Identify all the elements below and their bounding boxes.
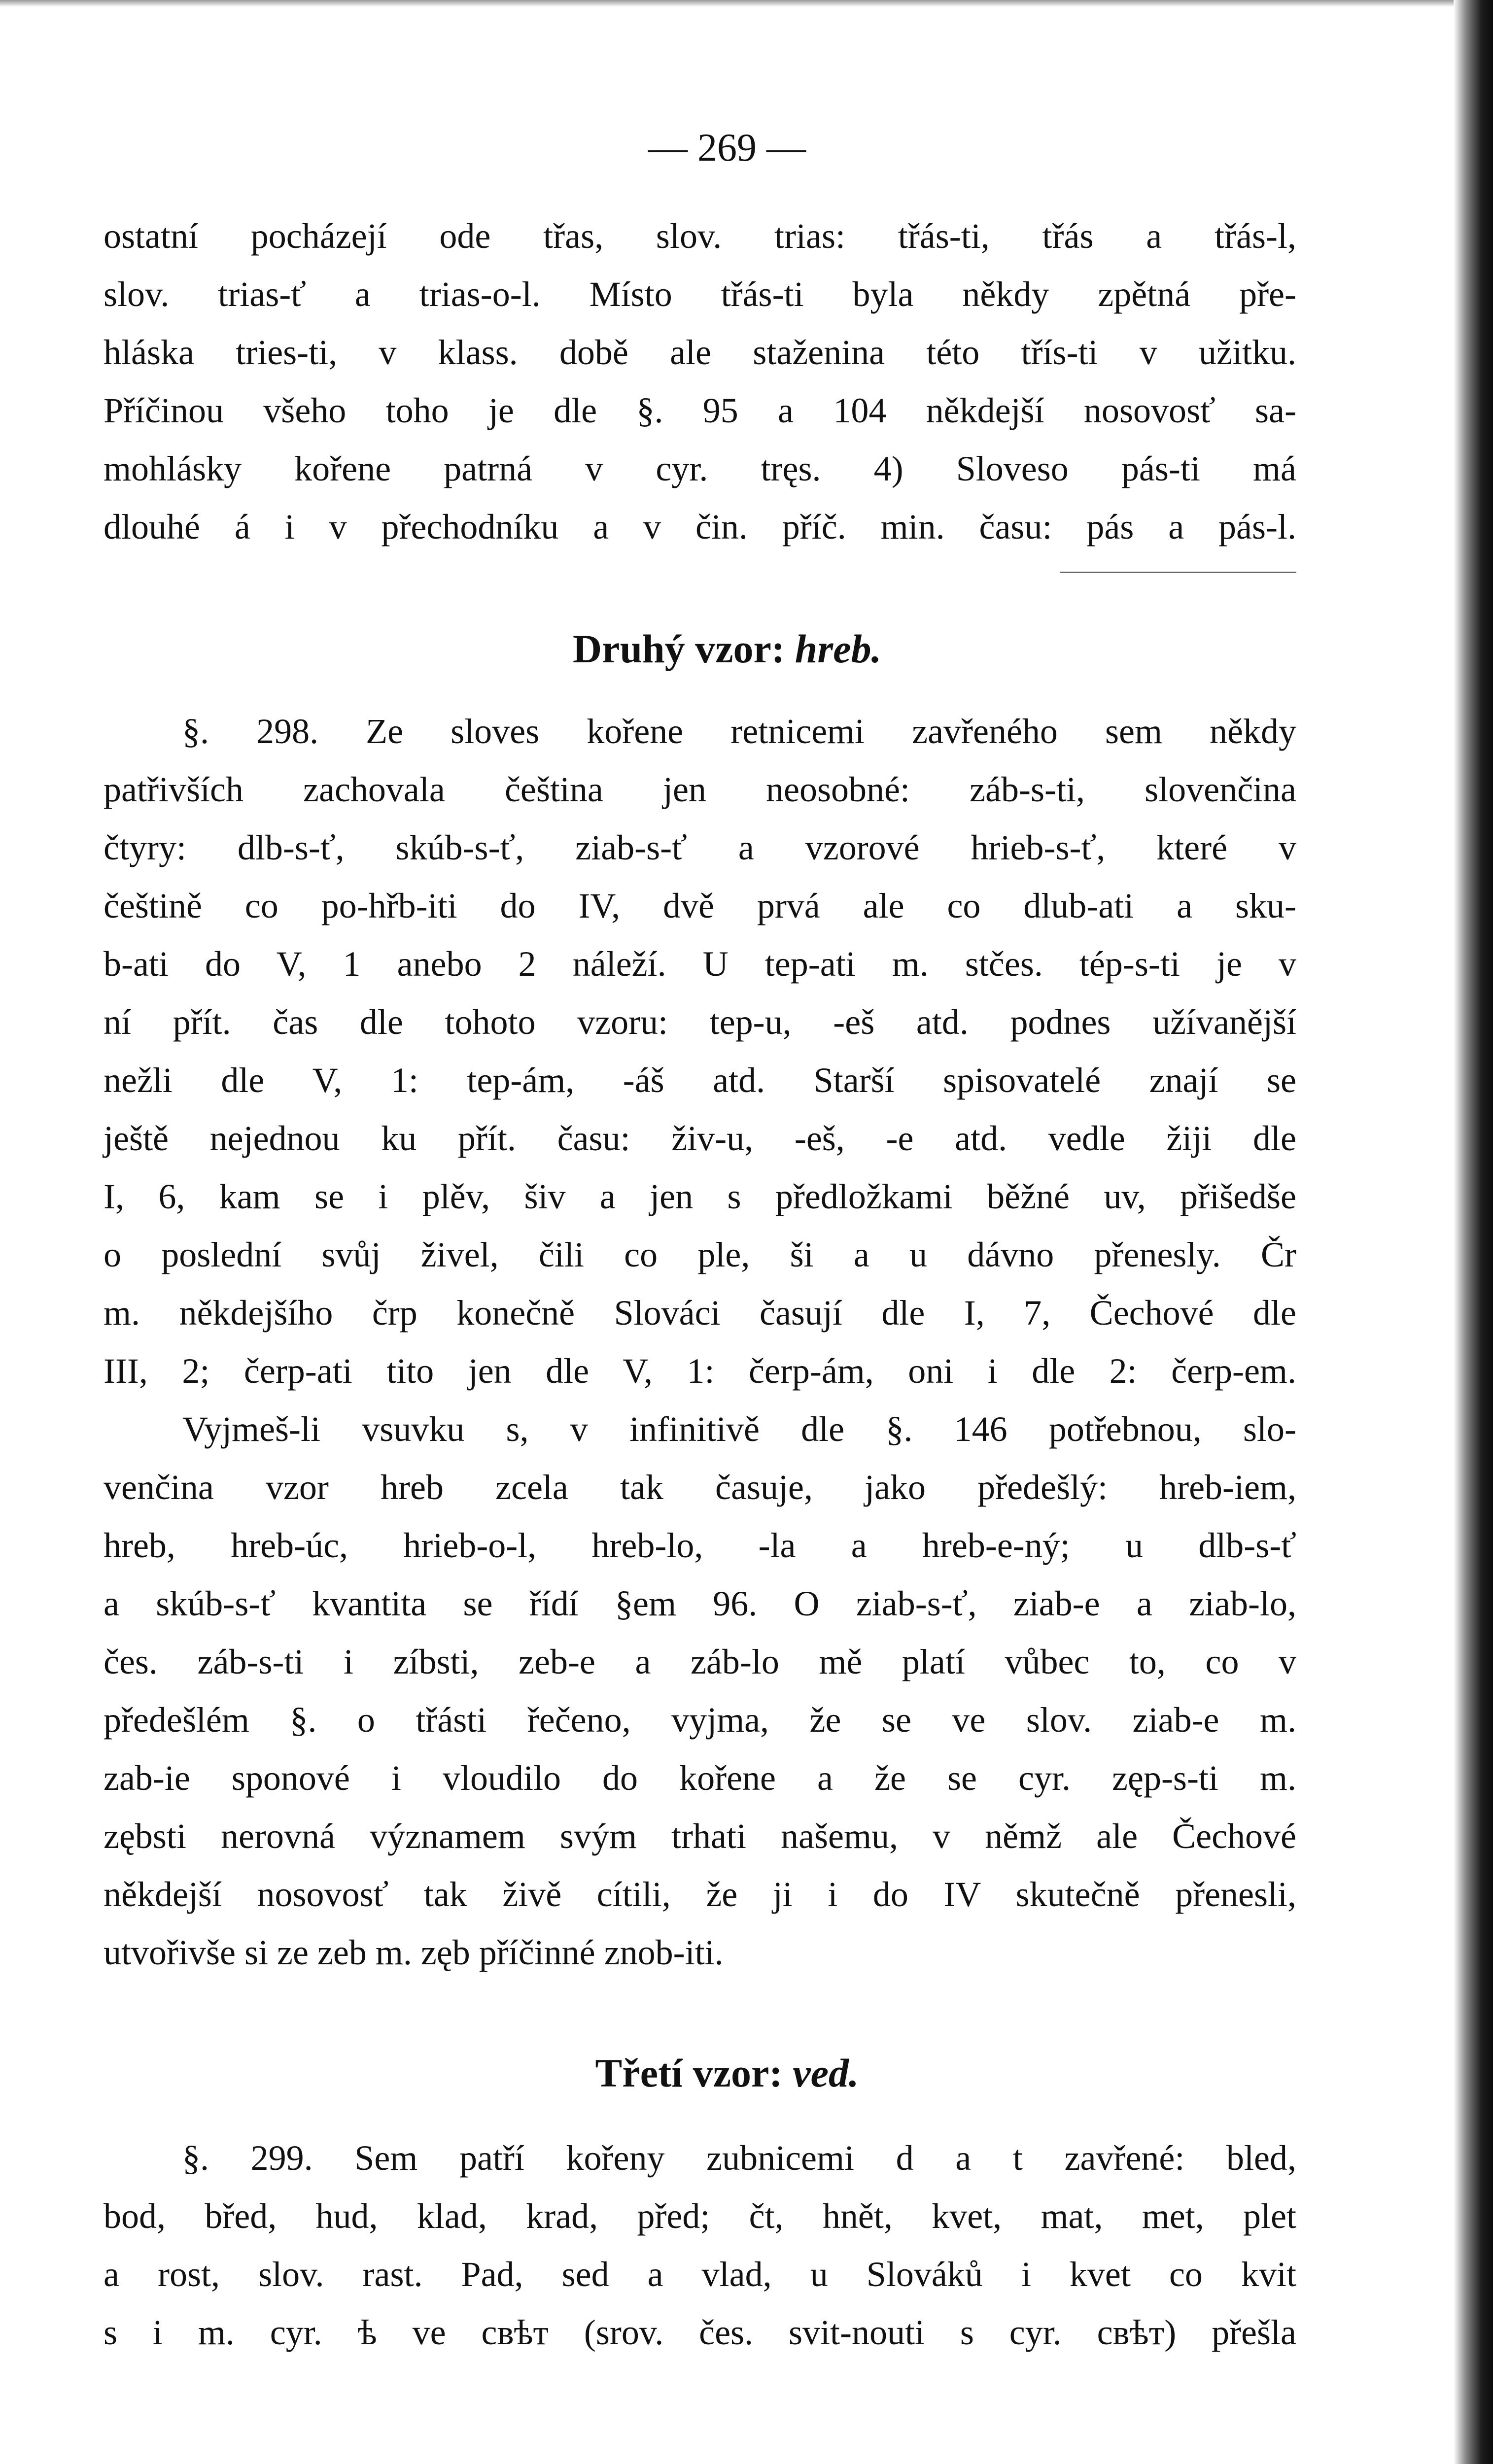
- text-line: češtině co po-hřb-iti do IV, dvě prvá ale co dlub-ati a sku-: [104, 886, 1296, 925]
- paragraph-299: [104, 2129, 1296, 2361]
- text-line: nežli dle V, 1: tep-ám, -áš atd. Starší spisovatelé znají se: [104, 1061, 1296, 1100]
- text-line: s i m. cyr. ѣ ve свѣт (srov. čes. svit-nouti s cyr. свѣт) přešla: [104, 2313, 1296, 2352]
- text-line: zębsti nerovná významem svým trhati našemu, v němž ale Čechové: [104, 1816, 1296, 1856]
- section-heading-druhy-vzor: [0, 626, 1454, 672]
- text-line: mohlásky kořene patrná v cyr. tręs. 4) Sloveso pás-ti má: [104, 449, 1296, 488]
- text-line: Příčinou všeho toho je dle §. 95 a 104 někdejší nosovosť sa-: [104, 391, 1296, 430]
- scan-right-edge: [1454, 0, 1493, 2464]
- text-line: b-ati do V, 1 anebo 2 náleží. U tep-ati m. stčes. tép-s-ti je v: [104, 944, 1296, 984]
- text-line: ostatní pocházejí ode třas, slov. trias: třás-ti, třás a třás-l,: [104, 216, 1296, 256]
- text-line: hláska tries-ti, v klass. době ale staženina této třís-ti v užitku.: [104, 333, 1296, 372]
- section-heading-treti-vzor: [0, 2050, 1454, 2096]
- paragraph-298: [104, 702, 1296, 1400]
- heading-word: hreb.: [795, 626, 882, 671]
- heading-label: Druhý vzor:: [572, 626, 785, 671]
- text-line: předešlém §. o třásti řečeno, vyjma, že se ve slov. ziab-e m.: [104, 1700, 1296, 1740]
- text-line: hreb, hreb-úc, hrieb-o-l, hreb-lo, -la a hreb-e-ný; u dlb-s-ť: [104, 1526, 1296, 1565]
- text-line: někdejší nosovosť tak živě cítili, že ji i do IV skutečně přenesli,: [104, 1875, 1296, 1914]
- text-line: III, 2; čerp-ati tito jen dle V, 1: čerp-ám, oni i dle 2: čerp-em.: [104, 1351, 1296, 1391]
- text-line: ještě nejednou ku přít. času: živ-u, -eš, -e atd. vedle žiji dle: [104, 1119, 1296, 1158]
- text-line: dlouhé á i v přechodníku a v čin. příč. min. času: pás a pás-l.: [104, 507, 1296, 547]
- text-line: §. 298. Ze sloves kořene retnicemi zavřeného sem někdy: [182, 712, 1296, 751]
- page-number: — 269 —: [648, 126, 806, 170]
- text-line: patřivších zachovala čeština jen neosobné: záb-s-ti, slovenčina: [104, 770, 1296, 809]
- text-line: venčina vzor hreb zcela tak časuje, jako předešlý: hreb-iem,: [104, 1468, 1296, 1507]
- text-line: a skúb-s-ť kvantita se řídí §em 96. O ziab-s-ť, ziab-e a ziab-lo,: [104, 1584, 1296, 1623]
- text-line: m. někdejšího črp konečně Slováci časují dle I, 7, Čechové dle: [104, 1293, 1296, 1333]
- heading-word: ved.: [793, 2051, 859, 2095]
- scan-smudge-line: [1060, 572, 1296, 573]
- text-line: utvořivše si ze zeb m. zęb příčinné znob-iti.: [104, 1933, 724, 1972]
- text-line: I, 6, kam se i plěv, šiv a jen s předložkami běžné uv, přišedše: [104, 1177, 1296, 1216]
- text-line: Vyjmeš-li vsuvku s, v infinitivě dle §. 146 potřebnou, slo-: [182, 1409, 1296, 1449]
- text-line: slov. trias-ť a trias-o-l. Místo třás-ti byla někdy zpětná pře-: [104, 274, 1296, 314]
- text-line: ní přít. čas dle tohoto vzoru: tep-u, -eš atd. podnes užívanější: [104, 1002, 1296, 1042]
- text-line: §. 299. Sem patří kořeny zubnicemi d a t zavřené: bled,: [182, 2138, 1296, 2178]
- text-line: zab-ie sponové i vloudilo do kořene a že se cyr. zęp-s-ti m.: [104, 1758, 1296, 1798]
- text-line: a rost, slov. rast. Pad, sed a vlad, u Slováků i kvet co kvit: [104, 2255, 1296, 2294]
- text-line: čtyry: dlb-s-ť, skúb-s-ť, ziab-s-ť a vzorové hrieb-s-ť, které v: [104, 828, 1296, 867]
- scan-top-edge: [0, 0, 1493, 7]
- paragraph-continuation: [104, 207, 1296, 556]
- text-line: čes. záb-s-ti i zíbsti, zeb-e a záb-lo mě platí vůbec to, co v: [104, 1642, 1296, 1681]
- heading-label: Třetí vzor:: [595, 2051, 783, 2095]
- text-line: bod, břed, hud, klad, krad, před; čt, hnět, kvet, mat, met, plet: [104, 2196, 1296, 2236]
- paragraph-vyjmes: [104, 1400, 1296, 1982]
- text-line: o poslední svůj živel, čili co ple, ši a u dávno přenesly. Čr: [104, 1235, 1296, 1274]
